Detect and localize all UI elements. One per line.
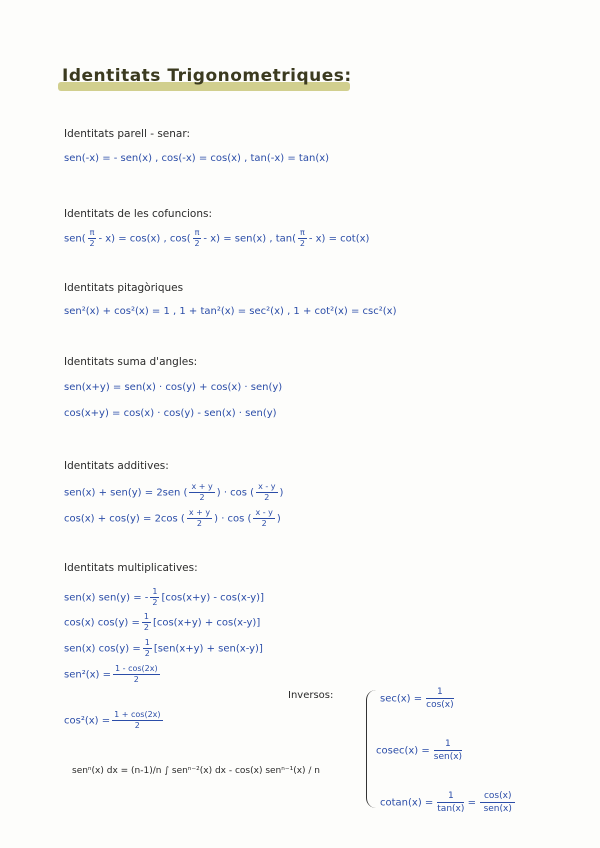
fraction	[150, 587, 159, 608]
fraction-den: sen(x)	[433, 752, 463, 762]
eq-suma-sen: sen(x+y) = sen(x) · cos(y) + cos(x) · sen(y)	[64, 382, 283, 393]
inv-seg: sec(x) =	[380, 693, 423, 705]
mult-seg: [cos(x+y) - cos(x-y)]	[161, 592, 264, 604]
eq-additives-cos	[64, 508, 281, 529]
fraction-num: cos(x)	[480, 790, 516, 803]
heading-inversos: Inversos:	[288, 690, 334, 701]
fraction-den: 2	[261, 519, 267, 528]
fraction	[88, 228, 97, 249]
mult-seg: sen(x) cos(y) =	[64, 643, 141, 655]
fraction-den: 2	[89, 239, 95, 248]
fraction	[434, 738, 462, 763]
eq-suma-cos: cos(x+y) = cos(x) · cos(y) - sen(x) · sen(y)	[64, 408, 277, 419]
fraction	[437, 790, 464, 815]
additives-seg: sen(x) + sen(y) = 2sen (	[64, 487, 188, 499]
fraction-den: sen(x)	[483, 804, 512, 814]
eq-mult-sencos	[64, 638, 263, 659]
fraction-den: 2	[134, 721, 140, 730]
fraction-num: 1	[152, 587, 158, 596]
fraction	[426, 686, 454, 711]
fraction	[143, 638, 152, 659]
cofuncions-seg1: sen(	[64, 233, 86, 245]
fraction	[142, 612, 151, 633]
mult-seg: sen²(x) =	[64, 669, 111, 681]
fraction	[113, 664, 160, 685]
fraction-den: cos(x)	[426, 700, 454, 710]
fraction	[112, 710, 162, 731]
fraction-num: 1	[144, 638, 150, 647]
inv-seg: =	[467, 797, 476, 809]
heading-parell-senar: Identitats parell - senar:	[64, 128, 191, 140]
fraction-den: tan(x)	[437, 804, 465, 814]
eq-sen-squared	[64, 664, 162, 685]
fraction-num: 1	[434, 738, 462, 751]
fraction-den: 2	[199, 493, 205, 502]
heading-pitagoriques: Identitats pitagòriques	[64, 282, 184, 294]
fraction-num: x + y	[188, 508, 211, 517]
additives-seg: cos(x) + cos(y) = 2cos (	[64, 513, 185, 525]
fraction-den: 2	[144, 649, 150, 658]
fraction-num: 1	[437, 790, 464, 803]
heading-cofuncions: Identitats de les cofuncions:	[64, 208, 213, 220]
fraction	[189, 482, 214, 503]
eq-integral-reduction: senⁿ(x) dx = (n-1)/n ∫ senⁿ⁻²(x) dx - cos(x) senⁿ⁻¹(x) / n	[72, 766, 321, 776]
eq-additives-sen	[64, 482, 283, 503]
page-title: Identitats Trigonometriques:	[62, 66, 352, 86]
additives-seg: ) · cos (	[216, 487, 255, 499]
additives-seg: )	[276, 513, 281, 525]
fraction-num: x - y	[258, 482, 276, 491]
fraction-den: 2	[143, 623, 149, 632]
mult-seg: [cos(x+y) + cos(x-y)]	[152, 617, 261, 629]
eq-parell-senar: sen(-x) = - sen(x) , cos(-x) = cos(x) , tan(-x) = tan(x)	[64, 153, 330, 164]
eq-mult-sensen	[64, 587, 264, 608]
fraction-num: x + y	[191, 482, 213, 491]
fraction-num: 1 + cos(2x)	[114, 710, 161, 719]
fraction-num: 1	[426, 686, 454, 699]
eq-cos-squared	[64, 710, 165, 731]
fraction-num: x - y	[255, 508, 273, 517]
additives-seg: )	[279, 487, 284, 499]
eq-cofuncions	[64, 228, 369, 249]
fraction-den: 2	[196, 519, 203, 528]
fraction-den: 2	[152, 598, 158, 607]
eq-pitagoriques: sen²(x) + cos²(x) = 1 , 1 + tan²(x) = sec²(x) , 1 + cot²(x) = csc²(x)	[64, 306, 397, 317]
fraction	[253, 508, 274, 529]
fraction	[187, 508, 212, 529]
inv-seg: cotan(x) =	[380, 797, 434, 809]
cofuncions-seg4: - x) = cot(x)	[308, 233, 370, 245]
cofuncions-seg3: - x) = sen(x) , tan(	[203, 233, 297, 245]
heading-suma-angles: Identitats suma d'angles:	[64, 356, 198, 368]
fraction-num: 1	[143, 612, 149, 621]
fraction-num: 1 - cos(2x)	[115, 664, 158, 673]
fraction-num: π	[89, 228, 95, 237]
mult-seg: cos²(x) =	[64, 715, 111, 727]
eq-sec	[380, 686, 454, 711]
additives-seg: ) · cos (	[214, 513, 252, 525]
fraction	[480, 790, 516, 815]
fraction	[256, 482, 277, 503]
fraction-num: π	[300, 228, 305, 237]
fraction	[298, 228, 307, 249]
mult-seg: [sen(x+y) + sen(x-y)]	[153, 643, 263, 655]
fraction-num: π	[194, 228, 200, 237]
fraction-den: 2	[299, 239, 305, 248]
heading-multiplicatives: Identitats multiplicatives:	[64, 562, 198, 574]
mult-seg: sen(x) sen(y) = -	[64, 592, 149, 604]
inv-seg: cosec(x) =	[376, 745, 430, 757]
cofuncions-seg2: - x) = cos(x) , cos(	[98, 233, 191, 245]
fraction-den: 2	[133, 675, 139, 684]
eq-mult-coscos	[64, 612, 260, 633]
eq-cosec	[376, 738, 462, 763]
heading-additives: Identitats additives:	[64, 460, 169, 472]
fraction-den: 2	[264, 493, 270, 502]
mult-seg: cos(x) cos(y) =	[64, 617, 140, 629]
fraction	[193, 228, 202, 249]
fraction-den: 2	[194, 239, 200, 248]
eq-cotan	[380, 790, 515, 815]
